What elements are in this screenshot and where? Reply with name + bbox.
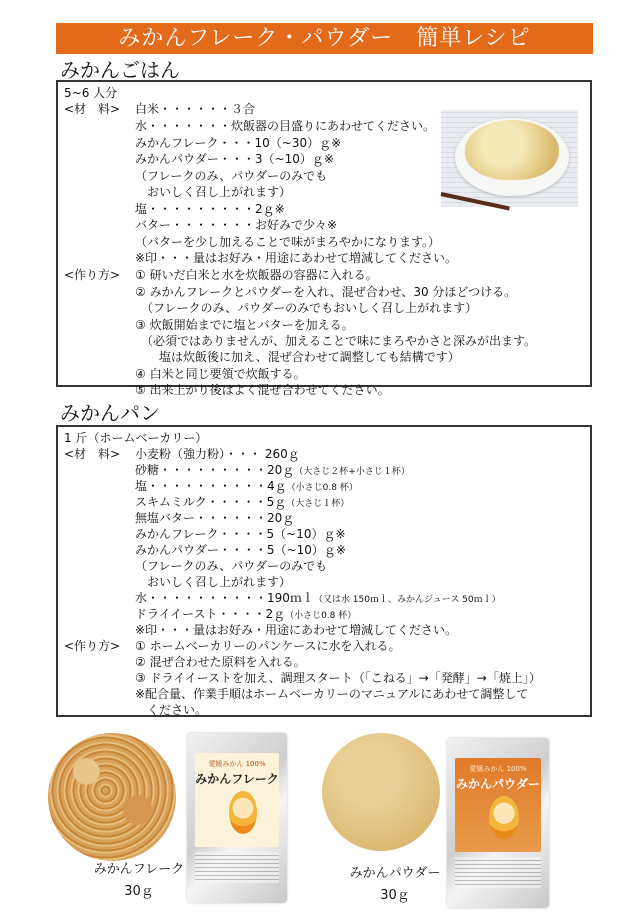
- ingredient-item: みかんフレーク・・・10（~30）ｇ※: [135, 136, 342, 150]
- step-item: ② 混ぜ合わせた原料を入れる。: [135, 655, 306, 669]
- recipe-heading-mikan-pan: みかんパン: [60, 401, 160, 425]
- mascot-illustration: [229, 791, 258, 834]
- ingredient-item: （フレークのみ、パウダーのみでも: [135, 559, 328, 573]
- ingredient-item: 小麦粉（強力粉）・・・ 260ｇ: [135, 447, 300, 461]
- step-item: ⑤ 出来上がり後はよく混ぜ合わせてください。: [135, 383, 390, 397]
- ingredients-label: <材 料>: [64, 102, 121, 116]
- ingredients-label: <材 料>: [64, 447, 121, 461]
- product-name: みかんフレーク: [93, 862, 185, 877]
- ingredient-item: みかんフレーク・・・・5（~10）ｇ※: [135, 527, 346, 541]
- package-info-text: [195, 852, 279, 883]
- mikan-flake-photo: [48, 733, 176, 861]
- step-item: ② みかんフレークとパウダーを入れ、混ぜ合わせ、30 分ほどつける。: [135, 285, 517, 299]
- package-label: 愛媛みかん 100% みかんパウダー: [455, 758, 541, 852]
- servings: 5~6 人分: [64, 86, 118, 100]
- ingredient-item: 水・・・・・・・・・・190ｍｌ（又は水 150ｍｌ、みかんジュース 50ｍｌ）: [135, 591, 501, 605]
- servings: 1 斤（ホームベーカリー）: [64, 431, 208, 445]
- step-item: （フレークのみ、パウダーのみでもおいしく召し上がれます）: [135, 301, 478, 315]
- ingredient-item: おいしく召し上がれます）: [135, 185, 292, 199]
- step-item: ① 研いだ白米と水を炊飯器の容器に入れる。: [135, 268, 378, 282]
- mikan-powder-package: [447, 738, 549, 908]
- product-size: 30ｇ: [380, 888, 410, 903]
- ingredient-item: みかんパウダー・・・3（~10）ｇ※: [135, 152, 334, 166]
- product-size: 30ｇ: [124, 884, 154, 899]
- step-item: ※配合量、作業手順はホームベーカリーのマニュアルにあわせて調整して: [135, 687, 529, 701]
- mikan-powder-photo: [322, 733, 440, 851]
- rice: [465, 120, 559, 180]
- package-label: 愛媛みかん 100% みかんフレーク: [195, 753, 279, 847]
- step-item: ③ ドライイーストを加え、調理スタート（「こねる」→「発酵」→「焼上」）: [135, 671, 541, 685]
- ingredient-item: 水・・・・・・・炊飯器の目盛りにあわせてください。: [135, 119, 436, 133]
- ingredient-item: ※印・・・量はお好み・用途にあわせて増減してください。: [135, 251, 458, 265]
- steps-label: <作り方>: [64, 268, 121, 282]
- step-item: 塩は炊飯後に加え、混ぜ合わせて調整しても結構です）: [135, 350, 460, 364]
- step-item: ③ 炊飯開始までに塩とバターを加える。: [135, 318, 354, 332]
- steps-label: <作り方>: [64, 639, 121, 653]
- ingredient-item: ※印・・・量はお好み・用途にあわせて増減してください。: [135, 623, 458, 637]
- product-name: みかんパウダー: [349, 866, 441, 881]
- ingredient-item: （フレークのみ、パウダーのみでも: [135, 169, 328, 183]
- mikan-flake-package: [187, 733, 287, 903]
- ingredient-item: バター・・・・・・・お好みで少々※: [135, 218, 338, 232]
- ingredient-item: 白米・・・・・・３合: [135, 102, 256, 116]
- page-title: みかんフレーク・パウダー 簡単レシピ: [56, 23, 593, 54]
- step-item: （必須ではありませんが、加えることで味にまろやかさと深みが出ます。: [135, 334, 537, 348]
- mikan-gohan-photo: [441, 110, 578, 207]
- step-item: ください。: [135, 703, 208, 717]
- ingredient-item: （バターを少し加えることで味がまろやかになります。）: [135, 235, 441, 249]
- step-item: ① ホームベーカリーのパンケースに水を入れる。: [135, 639, 401, 653]
- mascot-illustration: [489, 796, 518, 839]
- ingredient-item: おいしく召し上がれます）: [135, 575, 292, 589]
- ingredient-item: 塩・・・・・・・・・・4ｇ（小さじ0.8 杯）: [135, 479, 358, 493]
- recipe-heading-mikan-gohan: みかんごはん: [60, 58, 180, 82]
- package-info-text: [455, 857, 541, 888]
- ingredient-item: 無塩バター・・・・・・20ｇ: [135, 511, 295, 525]
- ingredient-item: 砂糖・・・・・・・・・20ｇ（大さじ２杯+小さじ１杯）: [135, 463, 410, 477]
- step-item: ④ 白米と同じ要領で炊飯する。: [135, 367, 306, 381]
- ingredient-item: 塩・・・・・・・・・2ｇ※: [135, 202, 285, 216]
- ingredient-item: みかんパウダー・・・・5（~10）ｇ※: [135, 543, 346, 557]
- ingredient-item: スキムミルク・・・・・5ｇ（大さじ１杯）: [135, 495, 350, 509]
- ingredient-item: ドライイースト・・・・2ｇ（小さじ0.8 杯）: [135, 607, 357, 621]
